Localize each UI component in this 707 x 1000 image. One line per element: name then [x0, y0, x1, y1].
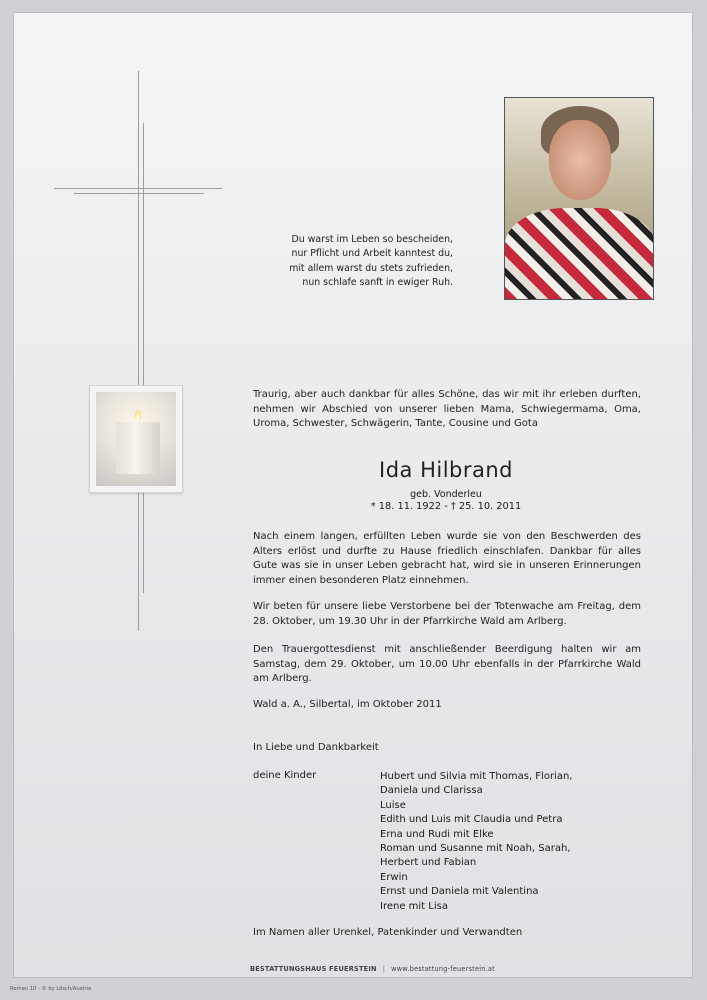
- poem-line: mit allem warst du stets zufrieden,: [289, 262, 453, 274]
- children-label: deine Kinder: [253, 770, 317, 781]
- place-date: Wald a. A., Silbertal, im Oktober 2011: [253, 699, 442, 710]
- memorial-poem: [289, 233, 453, 291]
- list-item: Roman und Susanne mit Noah, Sarah,: [380, 843, 571, 855]
- cross-vertical-line: [138, 71, 139, 631]
- footer-brand: BESTATTUNGSHAUS FEUERSTEIN: [250, 965, 377, 973]
- birth-name: geb. Vonderleu: [410, 489, 482, 500]
- list-item: Luise: [380, 799, 406, 811]
- list-item: Daniela und Clarissa: [380, 785, 483, 797]
- list-item: Hubert und Silvia mit Thomas, Florian,: [380, 771, 573, 782]
- life-dates: * 18. 11. 1922 - † 25. 10. 2011: [370, 501, 522, 512]
- cross-horizontal-line: [54, 188, 222, 189]
- candle-image: [89, 385, 183, 493]
- candle-flame: [135, 410, 141, 421]
- paragraph-funeral: Den Trauergottesdienst mit anschließender Beerdigung halten wir am Samstag, dem 29. Oktober, um 10.00 Uhr ebenfalls in der Pfarrkirche Wald am Arlberg.: [253, 644, 641, 685]
- list-item: Ernst und Daniela mit Valentina: [380, 886, 539, 898]
- footer: [250, 965, 495, 973]
- list-item: Erwin: [380, 871, 408, 883]
- paragraph-wake: Wir beten für unsere liebe Verstorbene bei der Totenwache am Freitag, dem 28. Oktober, um 19.30 Uhr in der Pfarrkirche Wald am Arlberg.: [253, 601, 641, 627]
- list-item: Erna und Rudi mit Elke: [380, 828, 494, 840]
- footer-url: www.bestattung-feuerstein.at: [391, 965, 495, 973]
- children-list: [380, 770, 572, 914]
- paragraph-life: Nach einem langen, erfüllten Leben wurde sie von den Beschwerden des Alters erlöst und durfte zu Hause friedlich einschlafen. Dankbar für alles Gute was sie in unser Leben gebracht hat, wird sie in unseren Erinnerungen immer einen besonderen Platz einnehmen.: [253, 531, 641, 586]
- poem-line: nur Pflicht und Arbeit kanntest du,: [291, 248, 453, 260]
- deceased-name: Ida Hilbrand: [379, 458, 513, 482]
- footer-separator: |: [382, 965, 386, 973]
- poem-line: Du warst im Leben so bescheiden,: [291, 234, 453, 245]
- closing-line: Im Namen aller Urenkel, Patenkinder und Verwandten: [253, 927, 523, 938]
- list-item: Edith und Luis mit Claudia und Petra: [380, 814, 563, 826]
- love-line: In Liebe und Dankbarkeit: [253, 742, 379, 753]
- print-credit: Roman 10 - © by Lösch/Austria: [10, 986, 92, 992]
- cross-horizontal-line-inner: [74, 193, 204, 194]
- poem-line: nun schlafe sanft in ewiger Ruh.: [302, 277, 453, 289]
- candle-body: [116, 422, 160, 474]
- portrait-photo: [504, 97, 654, 300]
- list-item: Irene mit Lisa: [380, 900, 448, 912]
- list-item: Herbert und Fabian: [380, 857, 477, 869]
- intro-text: Traurig, aber auch dankbar für alles Schöne, das wir mit ihr erleben durften, nehmen wir Abschied von unserer lieben Mama, Schwiegermama, Oma, Uroma, Schwester, Schwägerin, Tante, Cousine und Gota: [253, 389, 641, 430]
